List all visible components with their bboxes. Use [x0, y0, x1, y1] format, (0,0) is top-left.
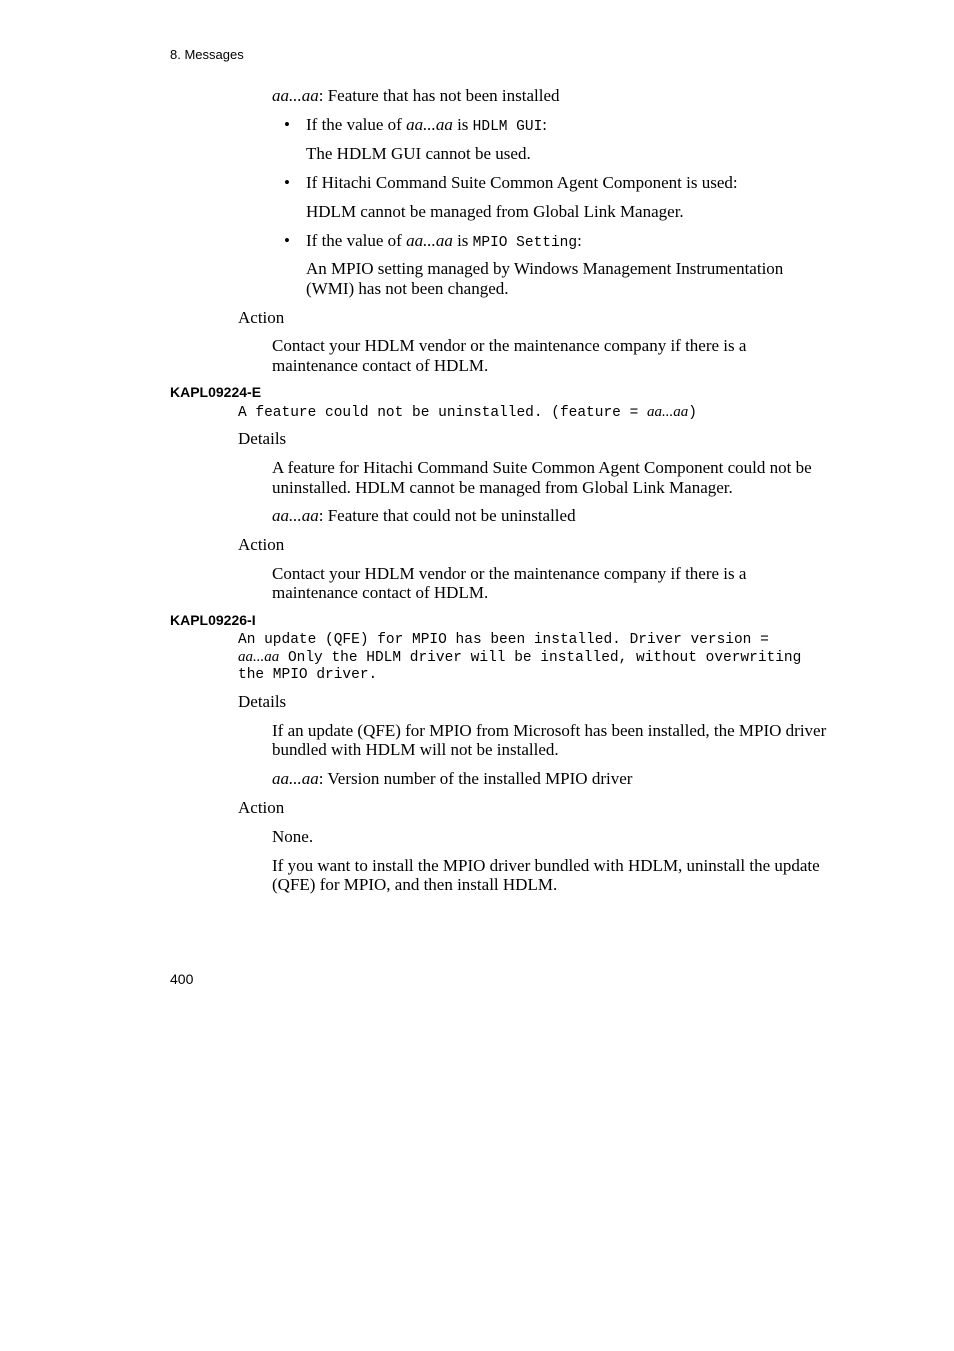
bullet-item-hdlm-gui: If the value of aa...aa is HDLM GUI: — [306, 115, 548, 135]
bullet-desc: The HDLM GUI cannot be used. — [306, 144, 531, 163]
bullet-desc: HDLM cannot be managed from Global Link Manager. — [306, 202, 684, 221]
action-text: maintenance contact of HDLM. — [272, 583, 489, 602]
message-id: KAPL09224-E — [170, 384, 262, 400]
bullet-item-agent-component: If Hitachi Command Suite Common Agent Component is used: — [306, 173, 738, 192]
details-label: Details — [238, 692, 287, 711]
aa-description: aa...aa: Feature that could not be uninstalled — [272, 506, 576, 525]
details-text: A feature for Hitachi Command Suite Common Agent Component could not be — [272, 458, 812, 477]
action-text: None. — [272, 827, 314, 846]
message-text: An update (QFE) for MPIO has been installed. Driver version = — [238, 632, 769, 648]
aa-description: aa...aa: Version number of the installed MPIO driver — [272, 769, 633, 788]
details-text: bundled with HDLM will not be installed. — [272, 740, 559, 759]
bullet-item-mpio-setting: If the value of aa...aa is MPIO Setting: — [306, 231, 582, 251]
details-text: uninstalled. HDLM cannot be managed from Global Link Manager. — [272, 478, 733, 497]
action-text: If you want to install the MPIO driver bundled with HDLM, uninstall the update — [272, 856, 820, 875]
details-label: Details — [238, 429, 287, 448]
bullet-marker: • — [284, 173, 290, 192]
action-text: (QFE) for MPIO, and then install HDLM. — [272, 875, 558, 894]
message-text: the MPIO driver. — [238, 667, 378, 683]
bullet-desc: An MPIO setting managed by Windows Management Instrumentation — [306, 259, 784, 278]
action-label: Action — [238, 798, 285, 817]
details-text: If an update (QFE) for MPIO from Microsoft has been installed, the MPIO driver — [272, 721, 827, 740]
placeholder-aa: aa...aa — [272, 86, 319, 105]
page-number: 400 — [170, 971, 194, 987]
bullet-marker: • — [284, 115, 290, 134]
bullet-marker: • — [284, 231, 290, 250]
action-text: Contact your HDLM vendor or the maintenance company if there is a — [272, 336, 747, 355]
action-label: Action — [238, 535, 285, 554]
message-text: A feature could not be uninstalled. (feature = aa...aa) — [238, 404, 697, 421]
message-text: aa...aa Only the HDLM driver will be installed, without overwriting — [238, 649, 802, 666]
running-header: 8. Messages — [170, 47, 244, 62]
message-id: KAPL09226-I — [170, 612, 256, 628]
action-text: Contact your HDLM vendor or the maintenance company if there is a — [272, 564, 747, 583]
action-label: Action — [238, 308, 285, 327]
action-text: maintenance contact of HDLM. — [272, 356, 489, 375]
feature-line: aa...aa: Feature that has not been installed — [272, 86, 560, 105]
bullet-desc: (WMI) has not been changed. — [306, 279, 509, 298]
